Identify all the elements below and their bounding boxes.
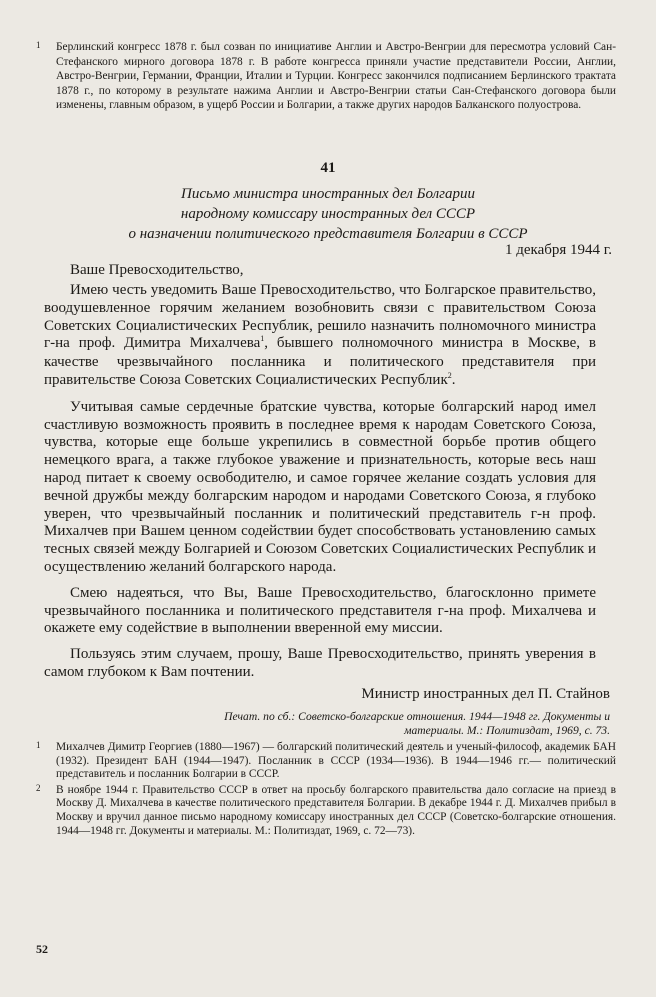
footnote-reference[interactable]: 1: [260, 334, 265, 344]
paragraph-text: .: [451, 371, 456, 388]
footnote-item: [34, 40, 616, 113]
bottom-footnotes: [34, 741, 616, 840]
letter-body: [44, 282, 596, 690]
footnote-item: [34, 741, 616, 782]
footnote-item: [34, 784, 616, 838]
footnote-marker: 2: [36, 782, 41, 793]
paragraph: Смею надеяться, что Вы, Ваше Превосходительство, благосклонно примете чрезвычайного посланника и политического представителя г-на проф. Михалчева и окажете ему содействие в выполнении вверенной ему миссии.: [44, 584, 596, 637]
footnote-text: В ноябре 1944 г. Правительство СССР в ответ на просьбу болгарского правительства дало согласие на приезд в Москву Д. Михалчева в качестве политического представителя Болгарии. В декабре 1944 г. Д. Михалчев прибыл в Москву и вручил данное письмо народному комиссару иностранных дел СССР (Советско-болгарские отношения. 1944—1948 гг. Документы и материалы. М.: Политиздат, 1969, с. 72—73).: [56, 783, 616, 837]
footnote-reference[interactable]: 2: [447, 370, 452, 380]
paragraph: [44, 282, 596, 391]
signature: Министр иностранных дел П. Стайнов: [361, 686, 610, 702]
title-line: Письмо министра иностранных дел Болгарии: [181, 186, 475, 202]
document-number: 41: [320, 160, 336, 176]
paragraph: Учитывая самые сердечные братские чувства, которые болгарский народ имел счастливую возможность проявить в последнее время к народам Советского Союза, чувства, которые еще больше укрепились в совместной борьбе против общего немецкого врага, а также глубокое уважение и признательность, которые весь наш народ питает к своему освободителю, и самое горячее желание создать условия для вечной дружбы между болгарским народом и народами Советского Союза, я глубоко уверен, что чрезвычайный посланник и политический представитель г-н проф. Михалчев при Вашем ценном содействии будет способствовать установлению самых тесных связей между Болгарией и Союзом Советских Социалистических Республик и осуществлению желаний болгарского народа.: [44, 398, 596, 575]
footnote-text: Берлинский конгресс 1878 г. был созван по инициативе Англии и Австро-Венгрии для пересмотра условий Сан-Стефанского мирного договора 1878 г. В работе конгресса приняли участие представители России, Англии, Австро-Венгрии, Германии, Франции, Италии и Турции. Конгресс закончился подписанием Берлинского трактата 1878 г., по которому в результате нажима Англии и Австро-Венгрии статьи Сан-Стефанского договора были изменены, главным образом, в ущерб России и Болгарии, а также других народов Балканского полуострова.: [56, 41, 616, 112]
title-line: народному комиссару иностранных дел СССР: [180, 206, 476, 222]
document-date: 1 декабря 1944 г.: [505, 242, 612, 258]
title-line: о назначении политического представителя Болгарии в СССР: [128, 226, 528, 242]
paragraph-text: , бывшего полномочного министра в Москве, в качестве чрезвычайного посланника и политического представителя при правительстве Союза Советских Социалистических Республик: [44, 335, 596, 388]
footnote-marker: 1: [36, 740, 41, 750]
source-citation: Печат. по сб.: Советско-болгарские отношения. 1944—1948 гг. Документы и материалы. М.: Политиздат, 1969, с. 73.: [224, 710, 610, 738]
page-number: 52: [36, 942, 48, 956]
footnote-text: Михалчев Димитр Георгиев (1880—1967) — болгарский политический деятель и ученый-философ, академик БАН (1932). Президент БАН (1944—1947). Посланник в СССР (1934—1936). В 1944—1946 гг.— политический представитель и посланник Болгарии в СССР.: [56, 741, 616, 781]
paragraph-text: Имею честь уведомить Ваше Превосходительство, что Болгарское правительство, воодушевленное горячим желанием возобновить связи с правительством Союза Советских Социалистических Республик, решило назначить полномочного министра г-на проф. Димитра Михалчева: [44, 282, 596, 352]
paragraph: Пользуясь этим случаем, прошу, Ваше Превосходительство, принять уверения в самом глубоком к Вам почтении.: [44, 646, 596, 680]
top-footnote: [34, 40, 616, 113]
footnote-marker: 1: [36, 40, 41, 50]
greeting: Ваше Превосходительство,: [70, 262, 244, 278]
document-title: [60, 184, 596, 244]
